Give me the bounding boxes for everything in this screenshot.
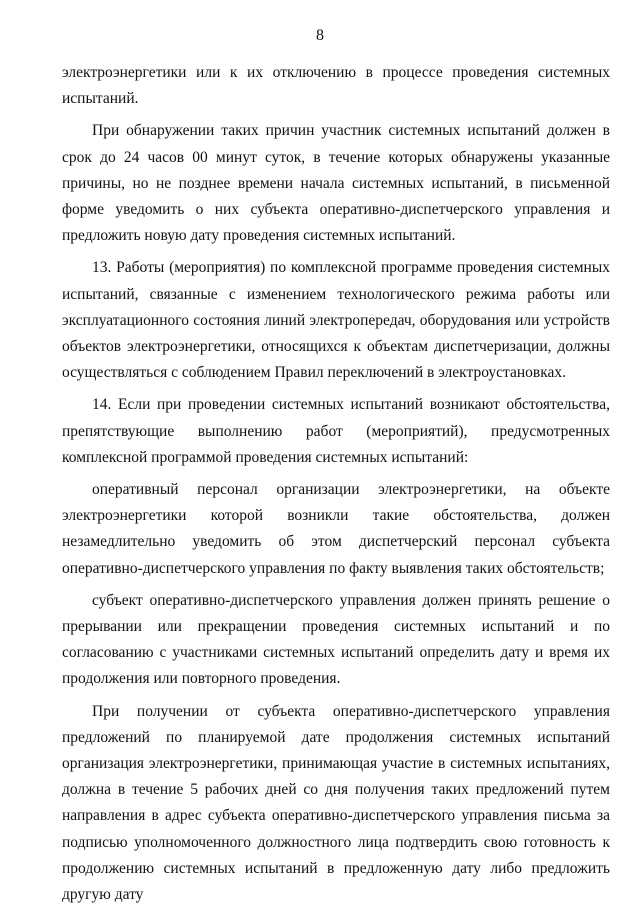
paragraph-operational-staff: оперативный персонал организации электроэнергетики, на объекте электроэнергетики которой возникли такие обстоятельства, должен незамедлительно уведомить об этом диспетчерский персонал субъекта оперативно-диспетчерского управления по факту выявления таких обстоятельств; <box>62 481 610 577</box>
paragraph-dispatch-subject: субъект оперативно-диспетчерского управления должен принять решение о прерывании или прекращении проведения системных испытаний и по согласованию с участниками системных испытаний определить дату и время их продолжения или повторного проведения. <box>62 591 610 688</box>
paragraph-notification: При обнаружении таких причин участник системных испытаний должен в срок до 24 часов 00 минут суток, в течение которых обнаружены указанные причины, но не позднее времени начала системных испытаний, в письменной форме уведомить о них субъекта оперативно-диспетчерского управления и предложить новую дату проведения системных испытаний. <box>62 122 610 245</box>
document-body <box>62 60 610 908</box>
paragraph-continuation: электроэнергетики или к их отключению в процессе проведения системных испытаний. <box>62 64 610 108</box>
paragraph-item-14: 14. Если при проведении системных испытаний возникают обстоятельства, препятствующие выполнению работ (мероприятий), предусмотренных комплексной программой проведения системных испытаний: <box>62 396 610 466</box>
paragraph-continuation-proposal: При получении от субъекта оперативно-диспетчерского управления предложений по планируемой дате продолжения системных испытаний организация электроэнергетики, принимающая участие в системных испытаниях, должна в течение 5 рабочих дней со дня получения таких предложений путем направления в адрес субъекта оперативно-диспетчерского управления письма за подписью уполномоченного должностного лица подтвердить свою готовность к продолжению системных испытаний в предложенную дату либо предложить другую дату <box>62 702 610 904</box>
page-number: 8 <box>316 27 324 44</box>
paragraph-item-13: 13. Работы (мероприятия) по комплексной программе проведения системных испытаний, связанные с изменением технологического режима работы или эксплуатационного состояния линий электропередач, оборудования или устройств объектов электроэнергетики, относящихся к объектам диспетчеризации, должны осуществляться с соблюдением Правил переключений в электроустановках. <box>62 259 610 382</box>
